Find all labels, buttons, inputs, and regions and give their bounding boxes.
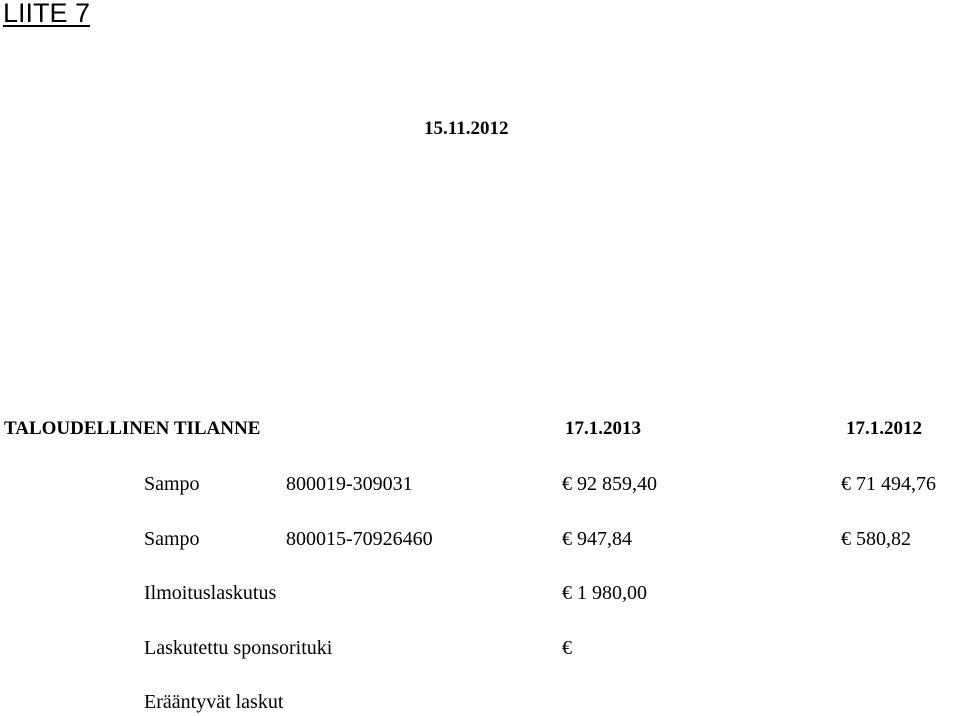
report-date: 15.11.2012 [424, 118, 509, 139]
row-label: Sampo [144, 528, 200, 550]
appendix-title: LIITE 7 [3, 0, 91, 28]
row-label: Laskutettu sponsorituki [144, 637, 333, 659]
row-account: 800019-309031 [286, 473, 413, 495]
row-value-2013: € 1 980,00 [562, 582, 647, 604]
column-date-2013: 17.1.2013 [565, 418, 641, 439]
row-value-2013: € [562, 637, 572, 659]
table-title: TALOUDELLINEN TILANNE [4, 418, 261, 439]
row-label: Ilmoituslaskutus [144, 582, 277, 604]
row-value-2013: € 947,84 [562, 528, 632, 550]
column-date-2012: 17.1.2012 [846, 418, 922, 439]
row-value-2012: € 71 494,76 [841, 473, 936, 495]
row-value-2012: € 580,82 [841, 528, 911, 550]
row-label: Erääntyvät laskut [144, 691, 284, 713]
row-label: Sampo [144, 473, 200, 495]
row-account: 800015-70926460 [286, 528, 433, 550]
row-value-2013: € 92 859,40 [562, 473, 657, 495]
